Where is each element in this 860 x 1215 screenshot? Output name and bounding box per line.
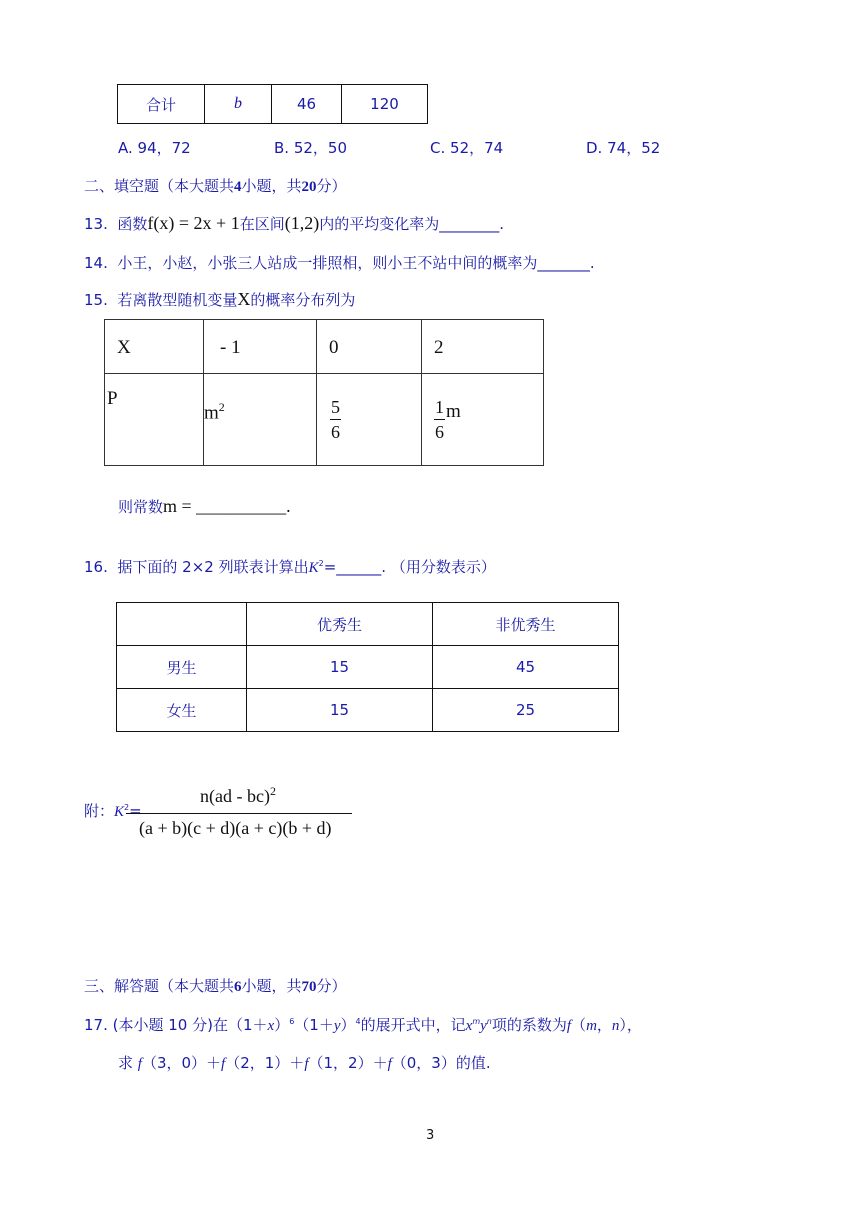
question-17-line-2: 求 f（3，0）＋f（2，1）＋f（1，2）＋f（0，3）的值. — [118, 1054, 491, 1072]
summary-table — [117, 84, 428, 124]
question-13: 13. 函数f(x) = 2x + 1在区间(1,2)内的平均变化率为________. — [84, 213, 505, 233]
table-cell: 15 — [247, 689, 433, 732]
option-d: D. 74，52 — [586, 139, 661, 157]
question-15: 15. 若离散型随机变量X的概率分布列为 — [84, 289, 356, 309]
table-cell: 非优秀生 — [433, 603, 619, 646]
table-cell: 0 — [317, 320, 422, 374]
table-cell: b — [205, 85, 272, 124]
table-cell: 优秀生 — [247, 603, 433, 646]
option-a: A. 94，72 — [118, 139, 191, 157]
question-17: 17. (本小题 10 分)在$(1+x)^6(1+y)^4$的展开式中，记$x^my^n$项的系数为f（m，n）， — [84, 1016, 642, 1034]
formula-label: 附：$K^2=$ — [84, 802, 142, 820]
table-cell: - 1 — [204, 320, 317, 374]
option-c: C. 52，74 — [430, 139, 504, 157]
section-heading-answer: 三、解答题（本大题共6小题，共70分） — [84, 977, 347, 995]
table-cell: 120 — [342, 85, 428, 124]
question-15-answer: 则常数m = __________. — [118, 496, 291, 516]
formula-numerator: n(ad - bc)$^2$ — [200, 784, 276, 806]
table-cell: X — [105, 320, 204, 374]
distribution-table — [104, 319, 544, 466]
question-16: 16. 据下面的 2×2 列联表计算出$K^2=\_\_\_\_\_\_$. （用分数表示） — [84, 558, 496, 576]
page-number: 3 — [426, 1128, 435, 1143]
table-cell: 15 — [247, 646, 433, 689]
formula-denominator: (a + b)(c + d)(a + c)(b + d) — [139, 818, 332, 838]
table-cell: 46 — [272, 85, 342, 124]
table-cell: 25 — [433, 689, 619, 732]
table-cell: 合计 — [118, 85, 205, 124]
table-cell: 女生 — [117, 689, 247, 732]
question-14: 14. 小王，小赵，小张三人站成一排照相，则小王不站中间的概率为_______. — [84, 254, 595, 272]
table-cell: $\frac{5}{6}$ — [317, 374, 422, 466]
table-cell: 2 — [422, 320, 544, 374]
contingency-table — [116, 602, 619, 732]
table-cell: P — [105, 374, 204, 466]
table-cell: 45 — [433, 646, 619, 689]
table-cell: 男生 — [117, 646, 247, 689]
option-b: B. 52，50 — [274, 139, 348, 157]
table-cell: $m^2$ — [204, 374, 317, 466]
table-cell — [117, 603, 247, 646]
section-heading-fill-in: 二、填空题（本大题共4小题，共20分） — [84, 177, 347, 195]
table-cell: $\frac{1}{6}$ m — [422, 374, 544, 466]
fraction-bar — [126, 813, 352, 814]
